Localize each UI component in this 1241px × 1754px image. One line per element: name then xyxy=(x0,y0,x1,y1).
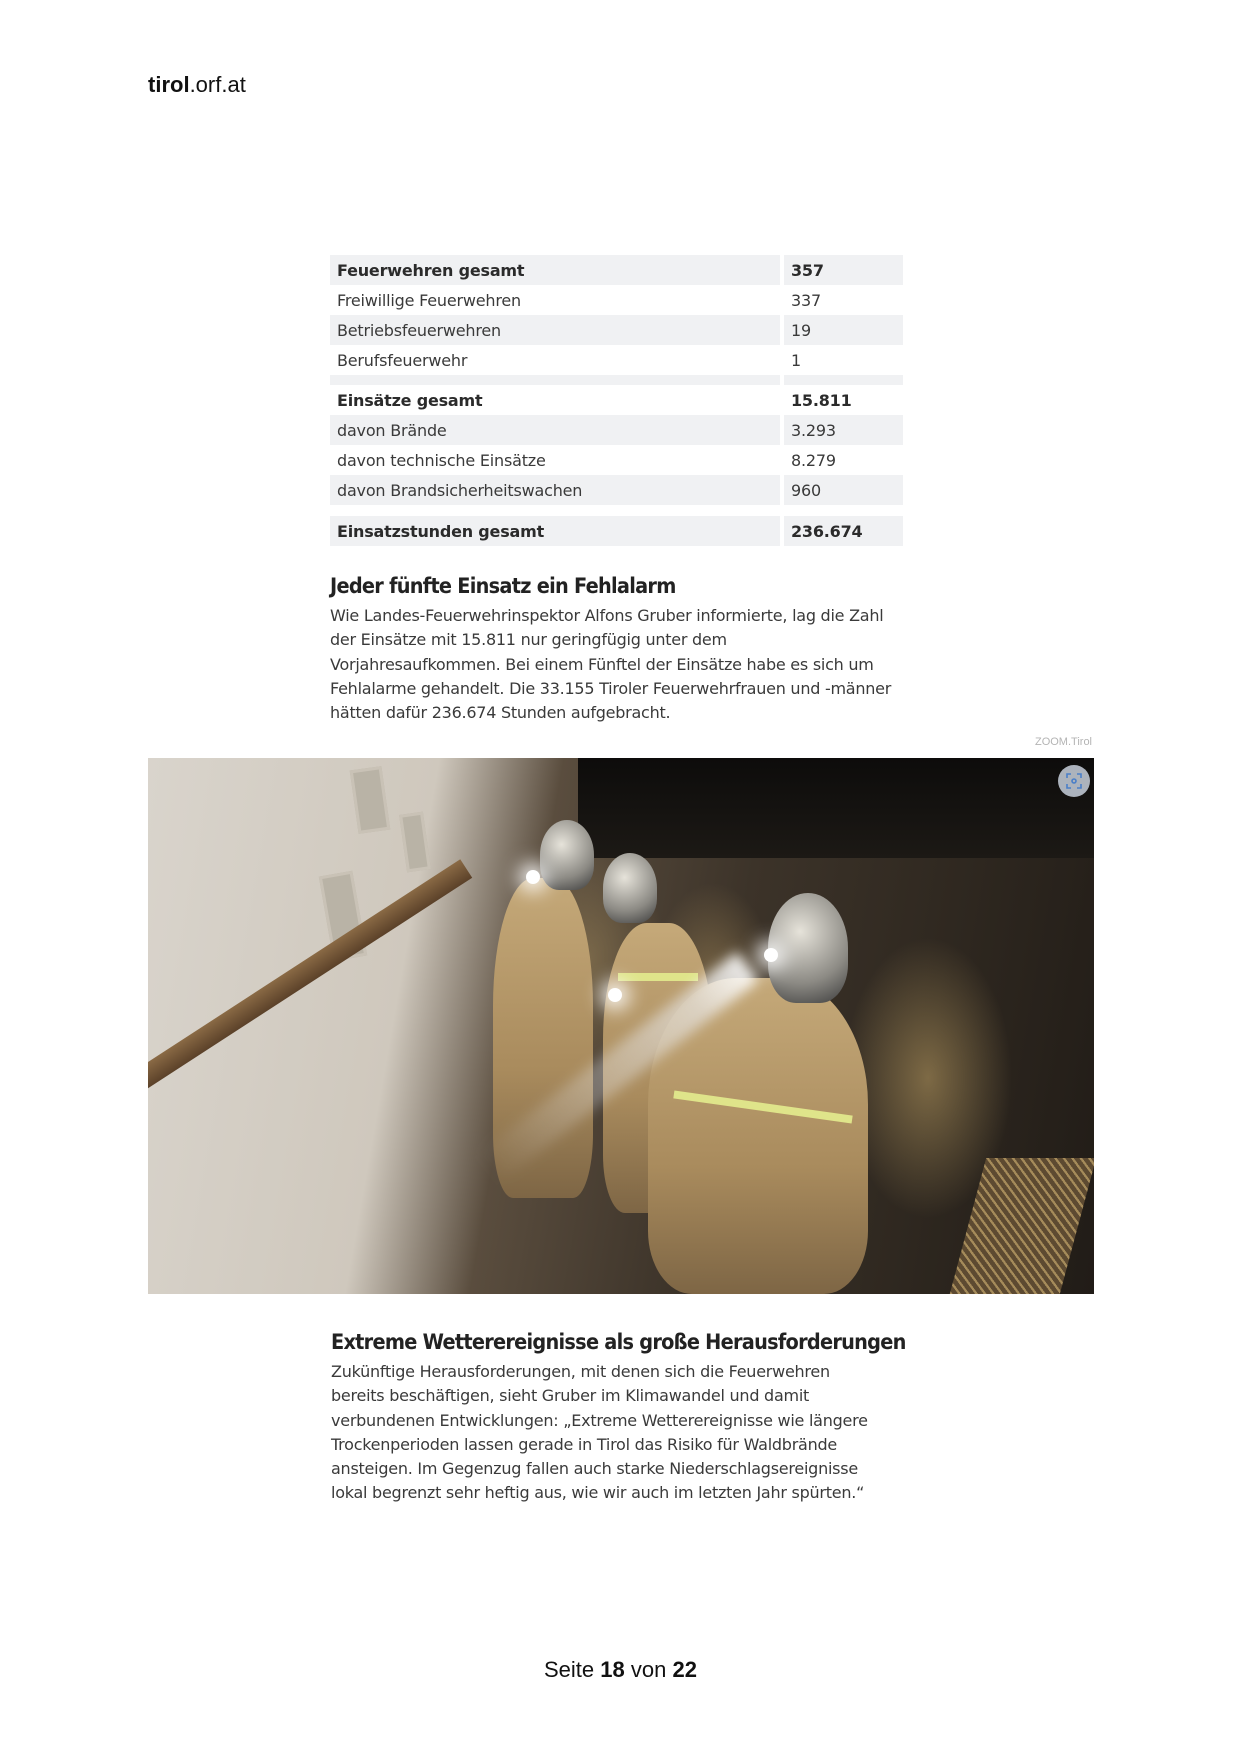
paragraph-line: Fehlalarme gehandelt. Die 33.155 Tiroler Feuerwehrfrauen und -männer xyxy=(330,678,892,698)
row-value: 1 xyxy=(791,350,801,370)
article-photo[interactable] xyxy=(148,758,1094,1294)
table-row xyxy=(330,255,903,285)
total-page-count: 22 xyxy=(672,1657,697,1682)
photo-reflective-stripe xyxy=(618,973,698,981)
section-extreme-weather xyxy=(331,1330,911,1506)
paragraph-line: hätten dafür 236.674 Stunden aufgebracht. xyxy=(330,703,671,723)
photo-stair-grate xyxy=(950,1158,1094,1294)
page-label: Seite xyxy=(544,1657,595,1682)
site-header xyxy=(148,72,246,98)
table-spacer xyxy=(330,375,903,385)
row-label: Feuerwehren gesamt xyxy=(330,255,780,285)
paragraph-line: ansteigen. Im Gegenzug fallen auch starke Niederschlagsereignisse xyxy=(331,1459,858,1479)
table-row xyxy=(330,516,903,546)
paragraph-line: bereits beschäftigen, sieht Gruber im Klimawandel und damit xyxy=(331,1386,810,1406)
row-label: Einsätze gesamt xyxy=(337,390,483,410)
photo-wall-picture xyxy=(350,766,391,834)
table-row xyxy=(330,345,903,375)
photo-helmet xyxy=(768,893,848,1003)
row-label: Betriebsfeuerwehren xyxy=(330,315,780,345)
current-page-number: 18 xyxy=(600,1657,625,1682)
photo-handrail xyxy=(148,859,472,1106)
photo-helmet xyxy=(540,820,594,890)
photo-dark-window xyxy=(578,758,1094,858)
row-label: Berufsfeuerwehr xyxy=(337,350,468,370)
table-row xyxy=(330,415,903,445)
row-value: 236.674 xyxy=(784,516,903,546)
paragraph-line: Zukünftige Herausforderungen, mit denen sich die Feuerwehren xyxy=(331,1362,830,1381)
row-value: 3.293 xyxy=(784,415,903,445)
section-false-alarms xyxy=(330,574,910,725)
photo-wall-picture xyxy=(399,812,431,873)
photo-helmet xyxy=(603,853,657,923)
expand-icon xyxy=(1065,772,1083,790)
row-value: 15.811 xyxy=(791,390,852,410)
table-gap xyxy=(330,505,903,516)
table-row xyxy=(330,285,903,315)
site-name-domain: .orf.at xyxy=(189,72,246,97)
table-row xyxy=(330,475,903,505)
section-heading: Extreme Wetterereignisse als große Herausforderungen xyxy=(331,1330,906,1354)
row-value: 357 xyxy=(784,255,903,285)
spacer-cell xyxy=(784,375,903,385)
paragraph-line: Wie Landes-Feuerwehrinspektor Alfons Gruber informierte, lag die Zahl xyxy=(330,606,884,625)
paragraph-line: der Einsätze mit 15.811 nur geringfügig unter dem xyxy=(330,630,727,650)
row-label: davon technische Einsätze xyxy=(337,450,546,470)
row-label: davon Brände xyxy=(330,415,780,445)
row-value: 960 xyxy=(784,475,903,505)
photo-hand-lamp xyxy=(608,988,622,1002)
section-paragraph xyxy=(331,1360,921,1506)
site-name-bold: tirol xyxy=(148,72,190,97)
section-heading: Jeder fünfte Einsatz ein Fehlalarm xyxy=(330,574,676,598)
photo-helmet-lamp xyxy=(526,870,540,884)
paragraph-line: verbundenen Entwicklungen: „Extreme Wetterereignisse wie längere xyxy=(331,1410,868,1430)
row-label: Freiwillige Feuerwehren xyxy=(337,290,521,310)
row-value: 337 xyxy=(791,290,821,310)
statistics-table xyxy=(330,255,903,546)
spacer-cell xyxy=(330,375,780,385)
table-row xyxy=(330,315,903,345)
page-of-label: von xyxy=(630,1657,667,1682)
paragraph-line: Trockenperioden lassen gerade in Tirol das Risiko für Waldbrände xyxy=(331,1434,837,1454)
row-label: Einsatzstunden gesamt xyxy=(330,516,780,546)
paragraph-line: Vorjahresaufkommen. Bei einem Fünftel der Einsätze habe es sich um xyxy=(330,654,874,674)
row-label: davon Brandsicherheitswachen xyxy=(330,475,780,505)
photo-credit: ZOOM.Tirol xyxy=(1034,736,1092,748)
paragraph-line: lokal begrenzt sehr heftig aus, wie wir auch im letzten Jahr spürten.“ xyxy=(331,1483,865,1503)
table-row xyxy=(330,445,903,475)
expand-image-button[interactable] xyxy=(1058,765,1090,797)
page-footer xyxy=(0,1657,1241,1683)
table-row xyxy=(330,385,903,415)
row-value: 19 xyxy=(784,315,903,345)
row-value: 8.279 xyxy=(791,450,836,470)
section-paragraph xyxy=(330,604,920,725)
photo-helmet-lamp xyxy=(764,948,778,962)
